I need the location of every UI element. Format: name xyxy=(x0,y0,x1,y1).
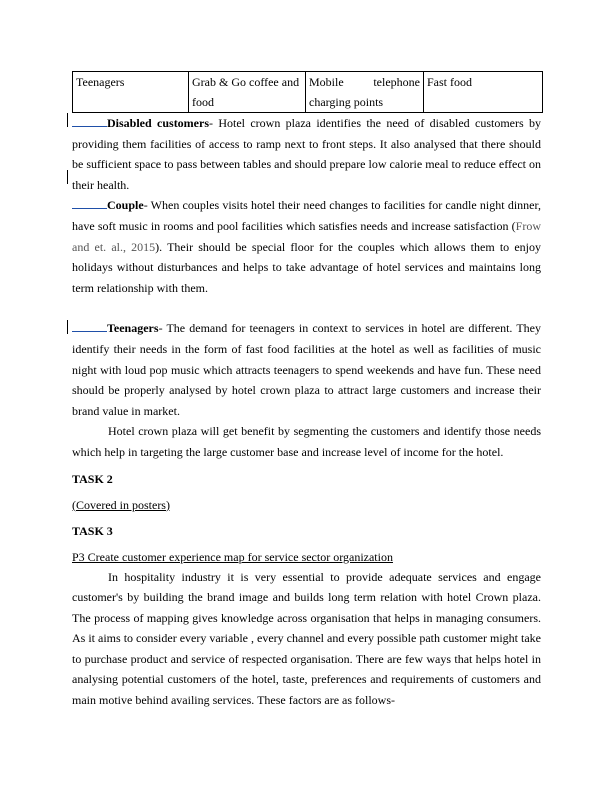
table-cell: Grab & Go coffee and food xyxy=(189,72,306,113)
document-page xyxy=(72,71,541,711)
disabled-term: Disabled customers xyxy=(107,116,210,130)
change-bar-1 xyxy=(67,113,68,127)
table-cell: Teenagers xyxy=(73,72,189,113)
task2-heading: TASK 2 xyxy=(72,471,113,486)
couple-text-a: - When couples visits hotel their need changes to facilities for candle night dinner, have soft music in rooms and pool facilities which satisfies needs and increase satisfaction ( xyxy=(72,198,541,233)
table-cell: Mobile telephone charging points xyxy=(306,72,424,113)
task3-heading: TASK 3 xyxy=(72,523,113,538)
change-bar-2 xyxy=(67,170,68,184)
blank-underline xyxy=(72,115,107,127)
couple-paragraph xyxy=(72,195,541,298)
couple-text-b: ). Their should be special floor for the couples which allows them to enjoy holidays without disturbances and helps to take advantage of hotel services and maintains long term relationship with them. xyxy=(72,239,541,295)
teenagers-term: Teenagers xyxy=(107,321,159,336)
change-bar-3 xyxy=(67,320,68,334)
disabled-paragraph xyxy=(72,113,541,195)
couple-term: Couple xyxy=(107,198,144,213)
segment-table xyxy=(72,71,543,113)
blank-underline xyxy=(72,320,107,332)
task3-subheading: P3 Create customer experience map for service sector organization xyxy=(72,549,393,564)
disabled-text: - Hotel crown plaza identifies the need of disabled customers by providing them facilities of access to ramp next to front steps. It also analysed that there should be sufficient space to pass between tables and should prepare low calorie meal to reduce effect on their health. xyxy=(72,116,541,192)
teenagers-paragraph xyxy=(72,318,541,421)
table-cell: Fast food xyxy=(424,72,543,113)
benefit-paragraph: Hotel crown plaza will get benefit by segmenting the customers and identify those needs which help in targeting the large customer base and increase level of income for the hotel. xyxy=(72,424,541,459)
task3-body: In hospitality industry it is very essential to provide adequate services and engage customer's by building the brand image and builds long term relation with hotel Crown plaza. The process of mapping gives knowledge across organisation that helps in managing consumers. As it aims to consider every variable , every channel and every possible path customer might take to purchase product and service of respected organisation. There are few ways that helps hotel in analysing potential customers of the hotel, taste, preferences and requirements of customers and main motive behind availing services. These factors are as follows- xyxy=(72,569,541,708)
blank-underline xyxy=(72,197,107,209)
task2-note: (Covered in posters) xyxy=(72,497,170,512)
teenagers-text: - The demand for teenagers in context to services in hotel are different. They identify their needs in the form of fast food facilities at the hotel as well as facilities of music night with loud pop music which attracts teenagers to spend weekends and have fun. These need should be properly analysed by hotel crown plaza to attract large customers and increase their brand value in market. xyxy=(72,321,541,418)
table-row xyxy=(73,72,543,113)
couple-citation: Frow and et. al., 2015 xyxy=(72,218,541,254)
